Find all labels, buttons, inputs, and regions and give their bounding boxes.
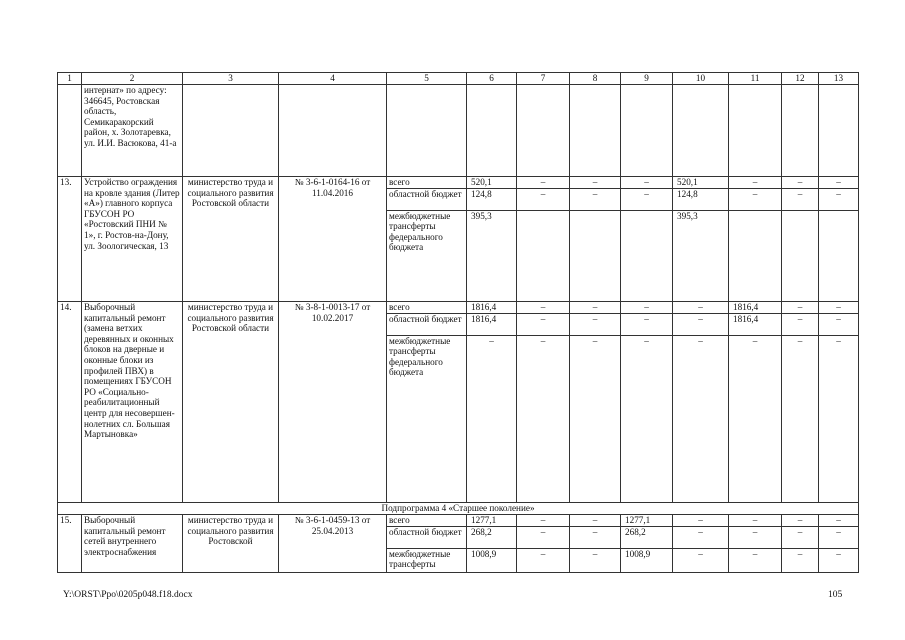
amount-value: – [797,515,803,525]
amount-cell [782,177,819,302]
amount-value: 395,3 [467,210,516,222]
amount-value: – [819,335,858,347]
responsible-org: министерство труда и социального развития Ростовской области [183,302,279,503]
amount-cell [782,515,819,573]
amount-cell [467,302,517,503]
object-name: Выборочный капитальный ремонт сетей внутреннего электроснабжения [82,515,183,573]
document-ref: № 3-6-1-0164-16 от 11.04.2016 [279,177,387,302]
column-header: 13 [819,73,859,85]
program-table [57,72,859,573]
amount-value: 1816,4 [471,302,497,312]
amount-value: – [836,515,841,525]
amount-cell [673,302,729,503]
file-path: Y:\ORST\Ppo\0205p048.f18.docx [63,590,193,600]
funding-source: всего [389,515,410,525]
column-header: 2 [82,73,183,85]
document-ref: № 3-6-1-0459-13 от 25.04.2013 [279,515,387,573]
amount-cell [517,515,570,573]
amount-cell [570,515,621,573]
column-header: 1 [58,73,82,85]
amount-value: 268,2 [621,526,672,548]
amount-value: 124,8 [673,188,728,210]
amount-value: – [673,526,728,548]
amount-value: – [570,188,620,210]
table-row [58,85,859,177]
amount-value: 1008,9 [621,548,672,560]
amount-value: – [729,335,781,347]
amount-value: – [517,188,569,210]
amount-value [570,210,620,211]
amount-value [729,210,781,211]
amount-value: – [517,548,569,560]
amount-value: – [819,188,858,210]
amount-value: – [517,526,569,548]
amount-value: – [729,526,781,548]
row-number: 14. [58,302,82,503]
amount-value: – [540,302,546,312]
table-row [58,177,859,302]
funding-source: областной бюджет [387,313,466,335]
amount-cell [729,515,782,573]
amount-value: – [570,313,620,335]
amount-value: 1816,4 [729,313,781,335]
header-row [58,73,859,85]
amount-value [819,210,858,211]
column-header: 9 [621,73,673,85]
amount-value: 1008,9 [467,548,516,560]
amount-value [782,210,818,211]
responsible-org: министерство труда и социального развития Ростовской области [183,177,279,302]
column-header: 3 [183,73,279,85]
amount-value: – [782,188,818,210]
funding-source: всего [389,302,410,312]
amount-cell [673,177,729,302]
amount-value: – [782,548,818,560]
amount-value: – [698,302,703,312]
funding-source: областной бюджет [387,526,466,548]
amount-value: 1277,1 [471,515,497,525]
amount-value: – [570,526,620,548]
amount-value: – [540,515,546,525]
amount-value: – [517,335,569,347]
section-title: Подпрограмма 4 «Старшее поколение» [58,503,859,515]
amount-value: – [752,177,758,187]
column-header: 4 [279,73,387,85]
amount-value: – [592,177,598,187]
amount-cell [819,515,859,573]
table-row [58,302,859,503]
amount-value: – [467,335,516,347]
row-number: 13. [58,177,82,302]
amount-value: – [729,548,781,560]
amount-value: – [592,515,598,525]
funding-source: всего [389,177,410,187]
amount-cell [570,177,621,302]
amount-value: 1277,1 [625,515,651,525]
funding-source: межбюджетные трансферты [387,548,466,570]
amount-cell [729,302,782,503]
amount-value: – [570,548,620,560]
amount-value: 268,2 [467,526,516,548]
amount-value: – [797,177,803,187]
column-header: 6 [467,73,517,85]
amount-cell [782,302,819,503]
amount-value: – [782,335,818,347]
amount-value: 1816,4 [467,313,516,335]
amount-value: – [819,313,858,335]
amount-cell [673,515,729,573]
row-number: 15. [58,515,82,573]
page-number: 105 [828,590,843,600]
amount-cell [517,302,570,503]
funding-source: межбюджетные трансферты федерального бюджета [387,335,466,378]
amount-cell [621,515,673,573]
object-name: интернат» по адресу: 346645, Ростовская область, Семикаракорский район, х. Золотаревка, ул. И.И. Васюкова, 41-а [82,85,183,177]
funding-sources [387,177,467,302]
object-name: Устройство ограждения на кровле здания (Литер «А») главного корпуса ГБУСОН РО «Ростовский ПНИ № 1», г. Ростов-на-Дону, ул. Зоологическая, 13 [82,177,183,302]
amount-value: – [819,548,858,560]
amount-value: – [673,335,728,347]
funding-sources [387,302,467,503]
amount-value: – [621,335,672,347]
amount-value: – [540,177,546,187]
amount-cell [467,177,517,302]
amount-value: – [673,548,728,560]
amount-value: – [752,515,758,525]
amount-value: – [570,335,620,347]
amount-value [517,210,569,211]
responsible-org: министерство труда и социального развития Ростовской [183,515,279,573]
amount-value: 124,8 [467,188,516,210]
amount-cell [819,302,859,503]
amount-cell [467,515,517,573]
amount-value: 395,3 [673,210,728,222]
amount-value: – [698,515,703,525]
amount-value: – [644,177,649,187]
amount-cell [570,302,621,503]
column-header: 8 [570,73,621,85]
amount-value: – [729,188,781,210]
amount-value: – [782,313,818,335]
amount-cell [621,177,673,302]
amount-value: – [836,177,841,187]
amount-value: – [797,302,803,312]
funding-source: межбюджетные трансферты федерального бюджета [387,210,466,253]
funding-sources [387,515,467,573]
amount-value: – [782,526,818,548]
amount-value: – [517,313,569,335]
amount-cell [621,302,673,503]
amount-value: 520,1 [677,177,698,187]
funding-source: областной бюджет [387,188,466,210]
amount-value: 1816,4 [733,302,759,312]
document-ref: № 3-8-1-0013-17 от 10.02.2017 [279,302,387,503]
column-header: 5 [387,73,467,85]
amount-value: – [592,302,598,312]
amount-value: – [644,302,649,312]
amount-value: – [836,302,841,312]
amount-cell [819,177,859,302]
amount-value: – [819,526,858,548]
amount-value: – [621,188,672,210]
column-header: 11 [729,73,782,85]
column-header: 10 [673,73,729,85]
amount-value: 520,1 [471,177,492,187]
object-name: Выборочный капитальный ремонт (замена ветхих деревянных и оконных блоков на дверные и оконные блоки из профилей ПВХ) в помещениях ГБУСОН РО «Социально-реабилитационный центр для несовершен-нолетних сл. Большая Мартыновка» [82,302,183,503]
amount-cell [729,177,782,302]
amount-cell [517,177,570,302]
column-header: 12 [782,73,819,85]
column-header: 7 [517,73,570,85]
table-row [58,515,859,573]
amount-value [621,210,672,211]
section-row [58,503,859,515]
amount-value: – [621,313,672,335]
amount-value: – [673,313,728,335]
